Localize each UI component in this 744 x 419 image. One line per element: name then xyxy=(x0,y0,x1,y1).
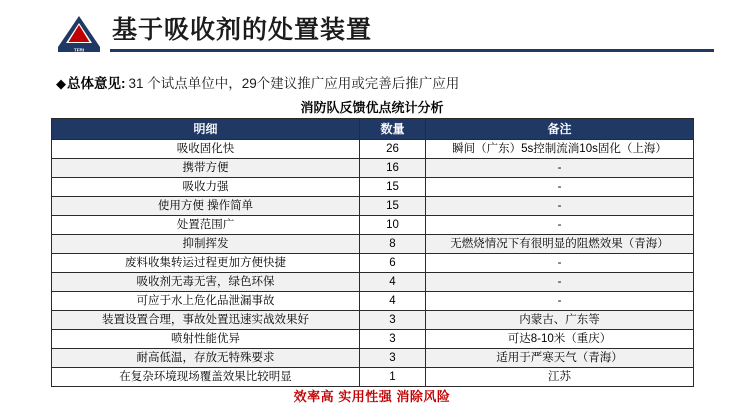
cell-item: 抑制挥发 xyxy=(52,235,360,254)
overall-opinion-label: 总体意见: xyxy=(67,76,126,91)
cell-quantity: 3 xyxy=(360,330,426,349)
column-header-quantity: 数量 xyxy=(360,119,426,140)
tfri-logo-icon xyxy=(56,14,102,50)
cell-quantity: 1 xyxy=(360,368,426,387)
cell-quantity: 15 xyxy=(360,197,426,216)
cell-item: 吸收固化快 xyxy=(52,140,360,159)
cell-note: - xyxy=(426,254,694,273)
cell-note: 适用于严寒天气（青海） xyxy=(426,349,694,368)
cell-item: 使用方便 操作简单 xyxy=(52,197,360,216)
cell-item: 处置范围广 xyxy=(52,216,360,235)
cell-item: 吸收剂无毒无害，绿色环保 xyxy=(52,273,360,292)
cell-quantity: 8 xyxy=(360,235,426,254)
table-header-row xyxy=(52,119,694,140)
cell-note: 可达8-10米（重庆） xyxy=(426,330,694,349)
cell-note: 内蒙古、广东等 xyxy=(426,311,694,330)
cell-item: 装置设置合理，事故处置迅速实战效果好 xyxy=(52,311,360,330)
table-row xyxy=(52,216,694,235)
table-row xyxy=(52,197,694,216)
table-row xyxy=(52,349,694,368)
page-title: 基于吸收剂的处置装置 xyxy=(112,16,373,44)
cell-item: 在复杂环境现场覆盖效果比较明显 xyxy=(52,368,360,387)
cell-item: 耐高低温，存放无特殊要求 xyxy=(52,349,360,368)
table-row xyxy=(52,254,694,273)
cell-quantity: 4 xyxy=(360,292,426,311)
table-row xyxy=(52,368,694,387)
cell-quantity: 15 xyxy=(360,178,426,197)
cell-quantity: 4 xyxy=(360,273,426,292)
table-row xyxy=(52,330,694,349)
cell-note: - xyxy=(426,216,694,235)
cell-note: - xyxy=(426,292,694,311)
cell-note: - xyxy=(426,159,694,178)
cell-quantity: 3 xyxy=(360,349,426,368)
table-row xyxy=(52,140,694,159)
footer-slogan: 效率高 实用性强 消除风险 xyxy=(293,389,451,404)
slide-header xyxy=(56,12,714,52)
title-underline xyxy=(110,49,714,52)
cell-item: 可应于水上危化品泄漏事故 xyxy=(52,292,360,311)
cell-note: 瞬间（广东）5s控制流淌10s固化（上海） xyxy=(426,140,694,159)
table-row xyxy=(52,292,694,311)
cell-quantity: 6 xyxy=(360,254,426,273)
cell-note: - xyxy=(426,197,694,216)
table-row xyxy=(52,273,694,292)
table-row xyxy=(52,311,694,330)
cell-item: 吸收力强 xyxy=(52,178,360,197)
cell-note: 江苏 xyxy=(426,368,694,387)
table-row xyxy=(52,178,694,197)
table-caption: 消防队反馈优点统计分析 xyxy=(300,100,444,115)
svg-text:TFRI: TFRI xyxy=(73,47,85,52)
cell-quantity: 3 xyxy=(360,311,426,330)
overall-opinion-text: 31 个试点单位中，29个建议推广应用或完善后推广应用 xyxy=(128,76,460,91)
feedback-statistics-table xyxy=(51,118,694,387)
cell-quantity: 26 xyxy=(360,140,426,159)
cell-item: 喷射性能优异 xyxy=(52,330,360,349)
table-row xyxy=(52,159,694,178)
overall-opinion-line xyxy=(56,72,459,92)
cell-item: 携带方便 xyxy=(52,159,360,178)
table-row xyxy=(52,235,694,254)
column-header-item: 明细 xyxy=(52,119,360,140)
cell-quantity: 16 xyxy=(360,159,426,178)
cell-note: 无燃烧情况下有很明显的阻燃效果（青海） xyxy=(426,235,694,254)
cell-note: - xyxy=(426,273,694,292)
cell-quantity: 10 xyxy=(360,216,426,235)
table-body xyxy=(52,140,694,387)
column-header-note: 备注 xyxy=(426,119,694,140)
cell-note: - xyxy=(426,178,694,197)
cell-item: 废料收集转运过程更加方便快捷 xyxy=(52,254,360,273)
bullet-diamond-icon: ◆ xyxy=(56,76,66,91)
